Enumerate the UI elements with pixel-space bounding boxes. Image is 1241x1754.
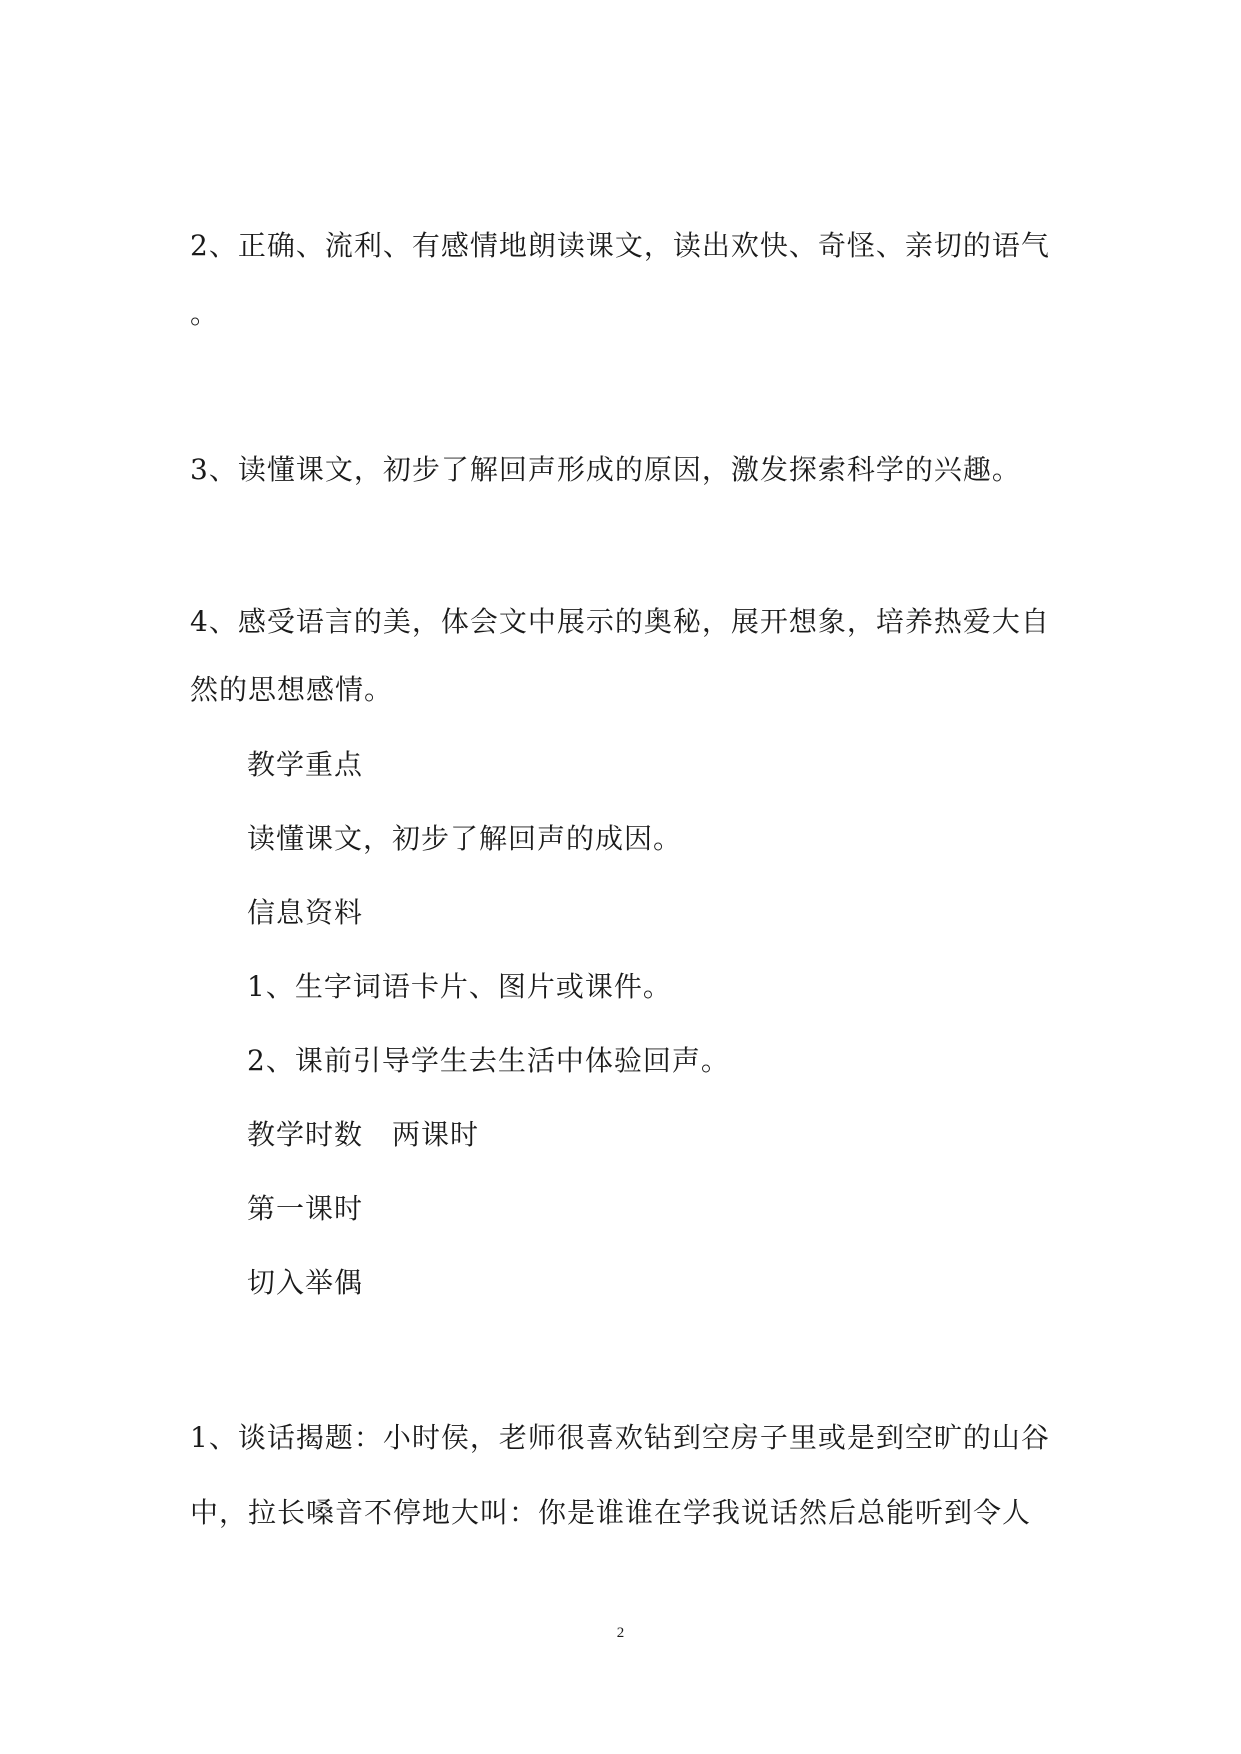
objective-4-line-2: 然的思想感情。 (190, 673, 394, 706)
objective-4-line-1: 4、感受语言的美，体会文中展示的奥秘，展开想象，培养热爱大自 (190, 605, 1050, 638)
objective-2-line-1: 2、正确、流利、有感情地朗读课文，读出欢快、奇怪、亲切的语气 (190, 229, 1050, 262)
intro-paragraph-line-1: 1、谈话揭题：小时侯，老师很喜欢钻到空房子里或是到空旷的山谷 (190, 1421, 1050, 1454)
intro-paragraph-line-2: 中，拉长嗓音不停地大叫：你是谁谁在学我说话然后总能听到令人 (190, 1496, 1032, 1529)
lesson-heading: 第一课时 (247, 1192, 364, 1225)
page-number: 2 (616, 1625, 625, 1641)
key-points-text: 读懂课文，初步了解回声的成因。 (247, 822, 683, 855)
objective-2-line-2: 。 (190, 297, 220, 330)
materials-item-2: 2、课前引导学生去生活中体验回声。 (247, 1044, 730, 1077)
section-heading-materials: 信息资料 (247, 896, 364, 929)
intro-heading: 切入举偶 (247, 1266, 364, 1299)
section-heading-key-points: 教学重点 (247, 748, 364, 781)
section-heading-hours: 教学时数 两课时 (247, 1118, 480, 1151)
objective-3: 3、读懂课文，初步了解回声形成的原因，激发探索科学的兴趣。 (190, 453, 1021, 486)
materials-item-1: 1、生字词语卡片、图片或课件。 (247, 970, 672, 1003)
